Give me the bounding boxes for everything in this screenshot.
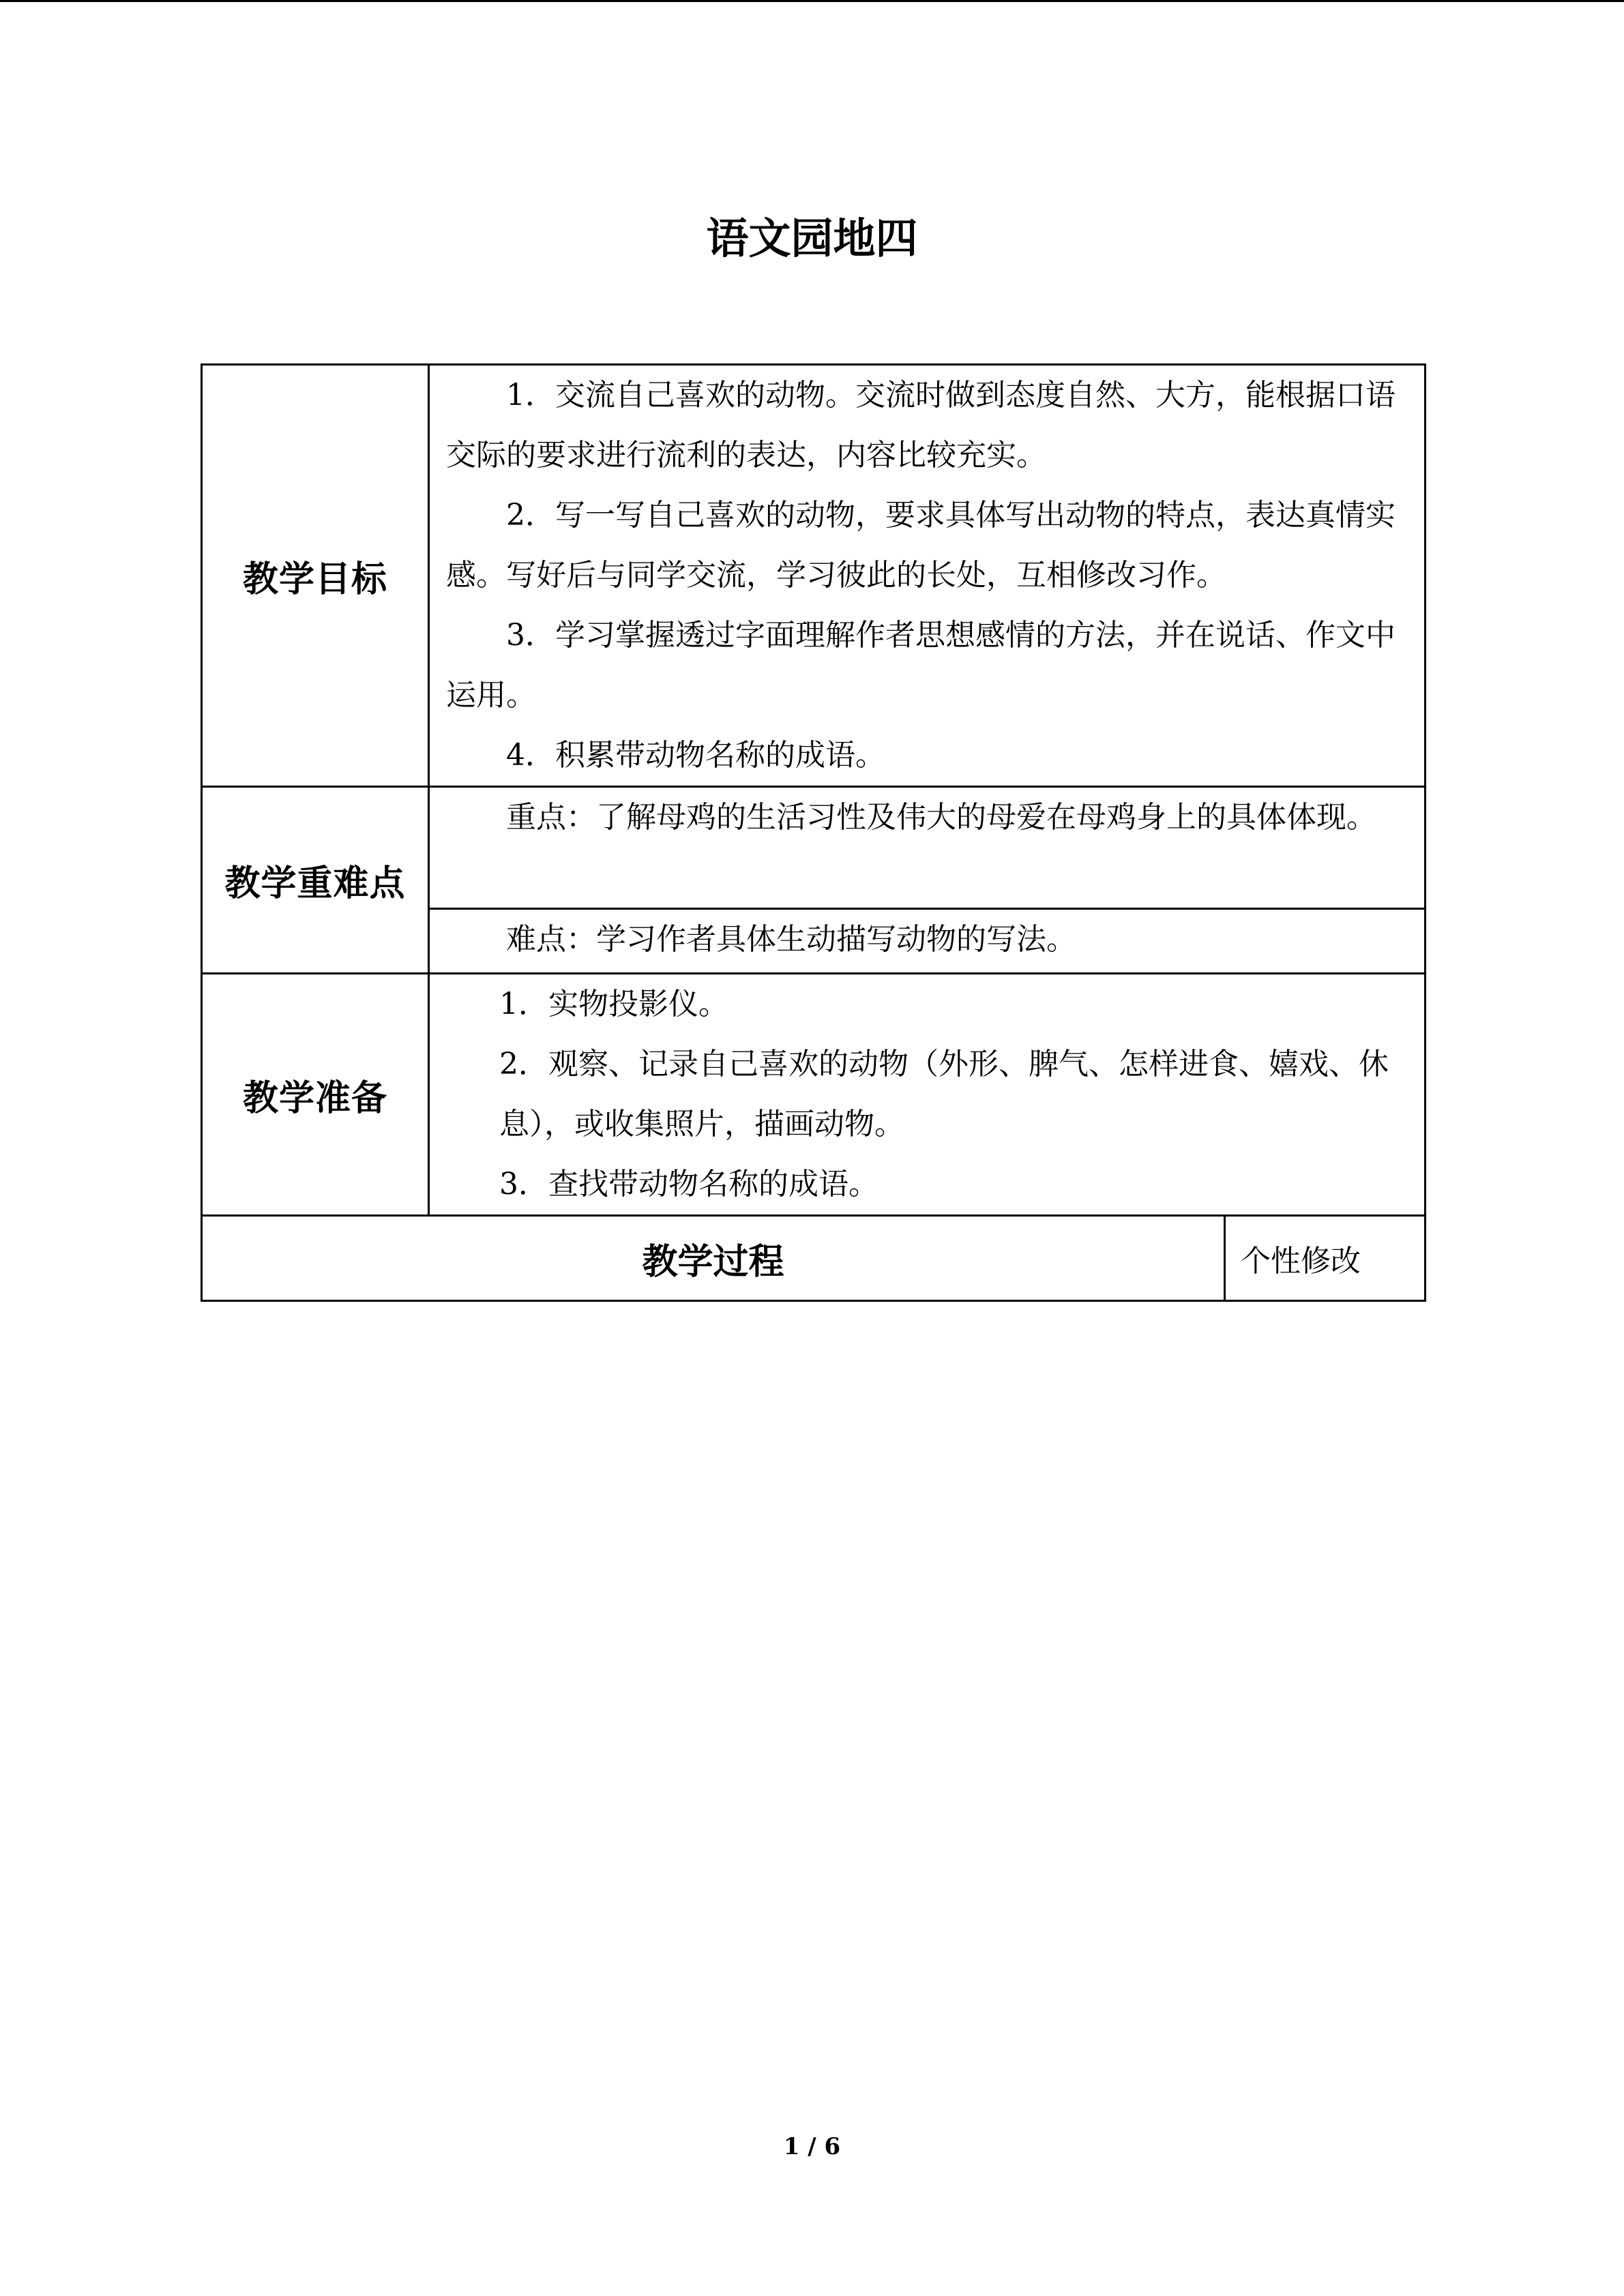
difficulty-content bbox=[429, 909, 1426, 974]
goal-item: 3．学习掌握透过字面理解作者思想感情的方法，并在说话、作文中运用。 bbox=[446, 618, 1396, 713]
process-row bbox=[202, 1216, 1426, 1301]
preparation-content bbox=[429, 974, 1426, 1216]
preparation-item: 1．实物投影仪。 bbox=[499, 987, 728, 1022]
key-point-text: 重点：了解母鸡的生活习性及伟大的母爱在母鸡身上的具体体现。 bbox=[506, 800, 1376, 835]
lesson-plan-table bbox=[201, 363, 1426, 1302]
goals-content bbox=[429, 365, 1426, 787]
page-title: 语文园地四 bbox=[706, 213, 918, 263]
preparation-item: 3．查找带动物名称的成语。 bbox=[499, 1167, 879, 1202]
top-border-line bbox=[0, 0, 1624, 2]
key-point-content bbox=[429, 787, 1426, 909]
preparation-row bbox=[202, 974, 1426, 1216]
preparation-label: 教学准备 bbox=[202, 974, 429, 1216]
goal-item: 4．积累带动物名称的成语。 bbox=[506, 738, 885, 773]
goals-row bbox=[202, 365, 1426, 787]
process-label: 教学过程 bbox=[202, 1216, 1225, 1301]
key-row bbox=[202, 787, 1426, 909]
modify-label: 个性修改 bbox=[1225, 1216, 1426, 1301]
goal-item: 1．交流自己喜欢的动物。交流时做到态度自然、大方，能根据口语交际的要求进行流利的表达，内容比较充实。 bbox=[446, 378, 1396, 473]
goal-item: 2．写一写自己喜欢的动物，要求具体写出动物的特点，表达真情实感。写好后与同学交流，学习彼此的长处，互相修改习作。 bbox=[446, 498, 1396, 593]
key-points-label: 教学重难点 bbox=[202, 787, 429, 974]
difficulty-text: 难点：学习作者具体生动描写动物的写法。 bbox=[506, 922, 1076, 957]
page-number: 1 / 6 bbox=[783, 2133, 841, 2160]
goals-label: 教学目标 bbox=[202, 365, 429, 787]
preparation-item: 2．观察、记录自己喜欢的动物（外形、脾气、怎样进食、嬉戏、休息），或收集照片，描画动物。 bbox=[499, 1047, 1389, 1142]
